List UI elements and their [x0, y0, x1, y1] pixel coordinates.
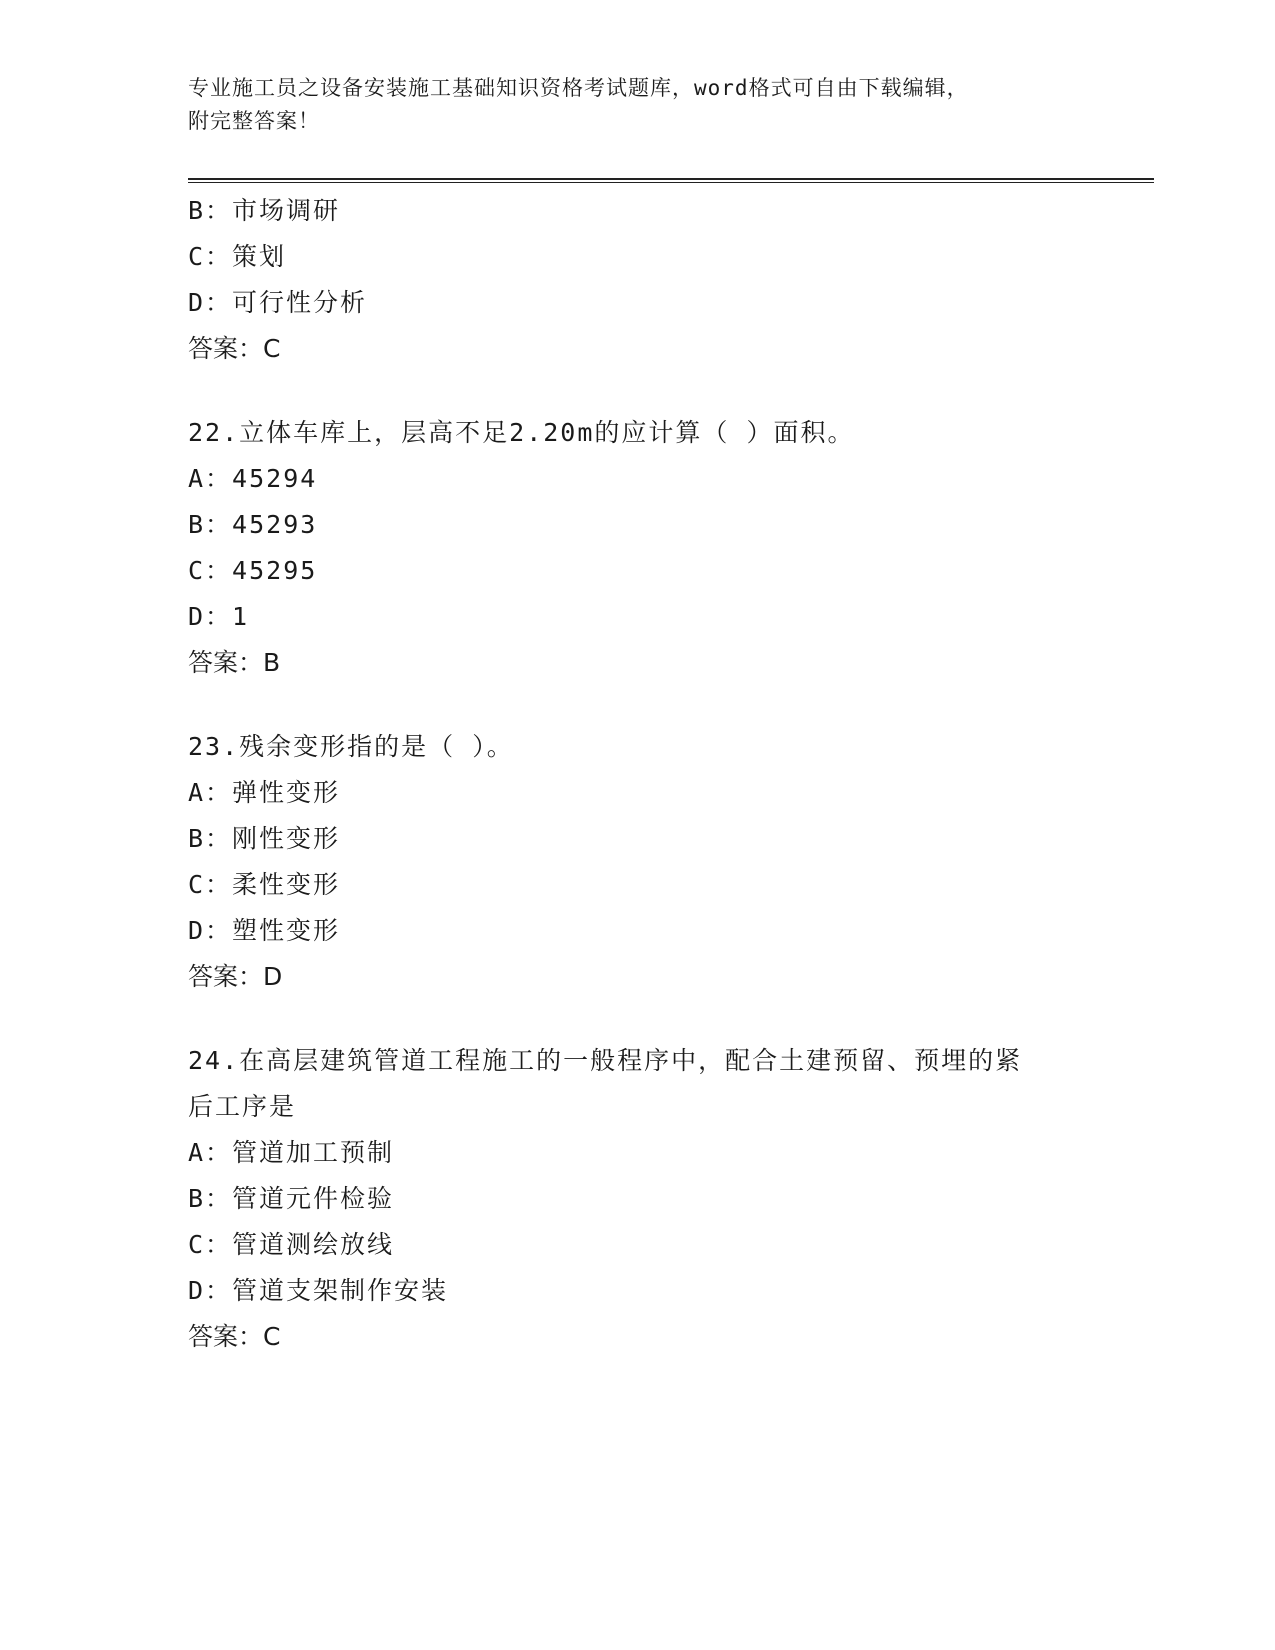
question-stem: 23.残余变形指的是（ ）。 [188, 732, 514, 761]
question-list [188, 188, 1088, 1360]
question-23 [188, 724, 1088, 1000]
option-b: B：刚性变形 [188, 824, 341, 853]
answer: 答案：B [188, 648, 281, 677]
answer: 答案：D [188, 962, 283, 991]
option-c: C：管道测绘放线 [188, 1230, 395, 1259]
option-c: C：策划 [188, 242, 287, 271]
option-c: C：45295 [188, 556, 318, 585]
question-24 [188, 1038, 1088, 1360]
question-stem-line-1: 24.在高层建筑管道工程施工的一般程序中，配合土建预留、预埋的紧 [188, 1046, 1023, 1075]
option-d: D：1 [188, 602, 250, 631]
answer: 答案：C [188, 1322, 281, 1351]
header-line-2: 附完整答案！ [188, 109, 320, 133]
document-header [188, 72, 1088, 138]
option-a: A：45294 [188, 464, 318, 493]
question-21 [188, 188, 1088, 372]
answer: 答案：C [188, 334, 281, 363]
question-stem-line-2: 后工序是 [188, 1092, 297, 1121]
option-b: B：45293 [188, 510, 318, 539]
option-a: A：管道加工预制 [188, 1138, 395, 1167]
question-stem: 22.立体车库上，层高不足2.20m的应计算（ ）面积。 [188, 418, 855, 447]
question-22 [188, 410, 1088, 686]
option-d: D：塑性变形 [188, 916, 341, 945]
option-d: D：管道支架制作安装 [188, 1276, 449, 1305]
header-line-1: 专业施工员之设备安装施工基础知识资格考试题库，word格式可自由下载编辑， [188, 76, 969, 100]
option-b: B：市场调研 [188, 196, 341, 225]
option-c: C：柔性变形 [188, 870, 341, 899]
option-d: D：可行性分析 [188, 288, 368, 317]
option-a: A：弹性变形 [188, 778, 341, 807]
header-divider [188, 178, 1154, 183]
option-b: B：管道元件检验 [188, 1184, 395, 1213]
